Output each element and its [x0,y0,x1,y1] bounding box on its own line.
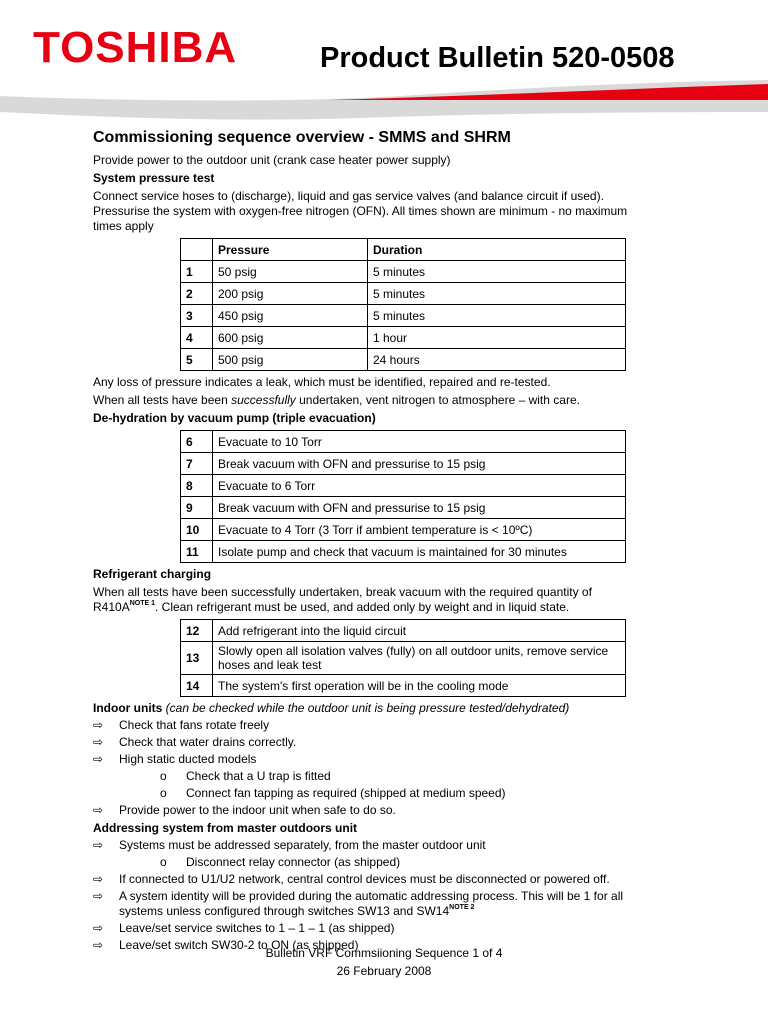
toshiba-logo: TOSHIBA [33,23,238,72]
charging-text: When all tests have been successfully undertaken, break vacuum with the required quantity of $R410A^{NOTE 1}$. Clean refrigerant must be used, and added only by weight and in liquid state. [93,585,592,614]
footer-title: Bulletin VRF Commsiioning Sequence 1 of 4 [265,946,503,960]
arrow-icon: ⇨ [93,838,104,852]
charging-heading: Refrigerant charging [93,567,212,581]
intro-text: Provide power to the outdoor unit (crank case heater power supply) [93,153,451,167]
list-item: ⇨ Leave/set service switches to 1 – 1 – 1 (as shipped) [93,921,395,935]
pressure-text: Connect service hoses to (discharge), liquid and gas service valves (and balance circuit if used). Pressurise the system with oxygen-free nitrogen (OFN). All times shown are minimum - no maximum times apply [93,189,628,233]
col-pressure-header: Pressure [213,239,368,261]
arrow-icon: ⇨ [93,803,104,817]
pressure-heading: System pressure test [93,171,215,185]
list-item: ⇨ If connected to U1/U2 network, central control devices must be disconnected or powered off. [93,872,610,886]
table-row: 7 Break vacuum with OFN and pressurise to 15 psig [181,453,626,475]
table-row: 12 Add refrigerant into the liquid circuit [181,620,626,642]
circle-bullet-icon: o [160,855,167,869]
table-row: 9 Break vacuum with OFN and pressurise to 15 psig [181,497,626,519]
table-row: 1 50 psig 5 minutes [181,261,626,283]
page-title: Commissioning sequence overview - SMMS and SHRM [93,129,511,146]
indoor-heading: Indoor units (can be checked while the outdoor unit is being pressure tested/dehydrated) [93,701,570,715]
sub-list-item: o Connect fan tapping as required (shipped at medium speed) [160,786,506,800]
table-row: 14 The system's first operation will be in the cooling mode [181,675,626,697]
list-item: ⇨ Check that water drains correctly. [93,735,297,749]
arrow-icon: ⇨ [93,872,104,886]
table-row: 4 600 psig 1 hour [181,327,626,349]
list-item: ⇨ High static ducted models [93,752,257,766]
page-footer [0,944,768,980]
table-row: 10 Evacuate to 4 Torr (3 Torr if ambient temperature is < 10ºC) [181,519,626,541]
list-item: ⇨ Check that fans rotate freely [93,718,270,732]
arrow-icon: ⇨ [93,921,104,935]
sub-list-item: o Check that a U trap is fitted [160,769,331,783]
table-header-row [181,239,626,261]
circle-bullet-icon: o [160,786,167,800]
arrow-icon: ⇨ [93,889,104,903]
sub-list-item: o Disconnect relay connector (as shipped) [160,855,401,869]
arrow-icon: ⇨ [93,718,104,732]
table-row: 13 Slowly open all isolation valves (fully) on all outdoor units, remove service hoses and leak test [181,642,626,675]
table-row: 3 450 psig 5 minutes [181,305,626,327]
col-duration-header: Duration [368,239,626,261]
page-header [0,0,768,128]
table-row: 8 Evacuate to 6 Torr [181,475,626,497]
bulletin-number: Product Bulletin 520-0508 [320,42,675,74]
header-swoosh [0,78,768,128]
note-2-ref: NOTE 2 [449,904,475,911]
list-item: ⇨ Provide power to the indoor unit when safe to do so. [93,803,396,817]
dehydration-heading: De-hydration by vacuum pump (triple evacuation) [93,411,376,425]
arrow-icon: ⇨ [93,735,104,749]
pressure-table [180,238,626,371]
charging-table [180,619,626,697]
footer-date: 26 February 2008 [336,964,432,978]
table-row: 2 200 psig 5 minutes [181,283,626,305]
table-row: 11 Isolate pump and check that vacuum is maintained for 30 minutes [181,541,626,563]
vent-note: When all tests have been successfully undertaken, vent nitrogen to atmosphere – with care. [93,393,580,407]
list-item: ⇨ A system identity will be provided during the automatic addressing process. This will be 1 for all systems unless configured through switches SW13 and $SW14^{NOTE 2}$ [93,889,624,918]
arrow-icon: ⇨ [93,752,104,766]
note-1-ref: NOTE 1 [129,600,155,607]
dehydration-table [180,430,626,563]
list-item: ⇨ Leave/set switch SW30-2 to ON (as shipped) [93,938,359,952]
arrow-icon: ⇨ [93,938,104,952]
circle-bullet-icon: o [160,769,167,783]
addressing-heading: Addressing system from master outdoors unit [93,821,358,835]
list-item: ⇨ Systems must be addressed separately, from the master outdoor unit [93,838,486,852]
leak-note: Any loss of pressure indicates a leak, which must be identified, repaired and re-tested. [93,375,551,389]
table-row: 6 Evacuate to 10 Torr [181,431,626,453]
table-row: 5 500 psig 24 hours [181,349,626,371]
bulletin-content [93,128,633,953]
